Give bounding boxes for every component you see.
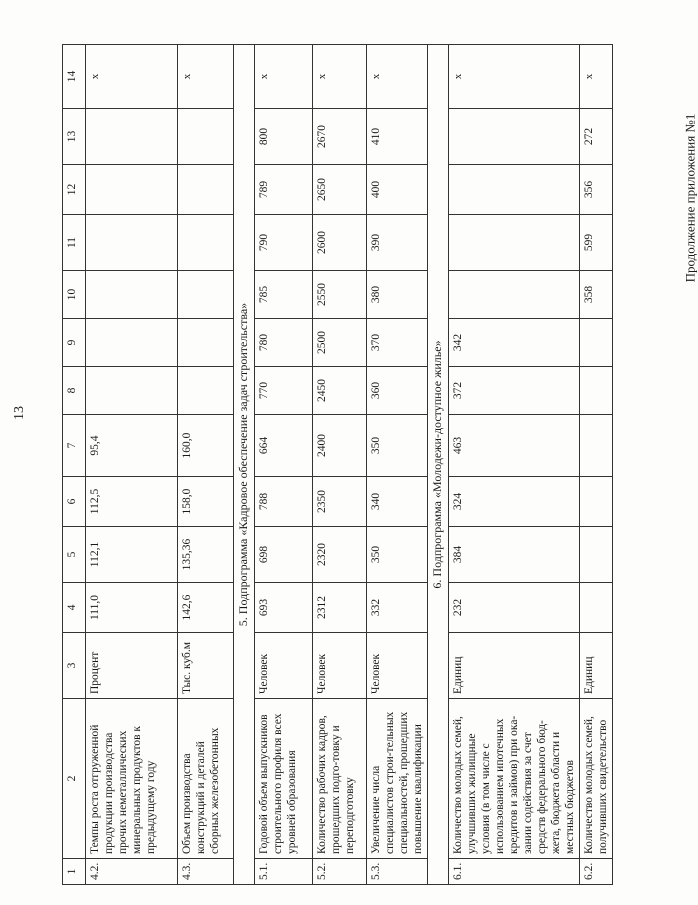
col-header: 12	[63, 165, 86, 215]
table-row	[449, 45, 580, 885]
cell: 142,6	[178, 583, 234, 633]
col-header: 5	[63, 527, 86, 583]
cell: х	[580, 45, 613, 109]
cell: 2550	[313, 271, 367, 319]
row-name: Объем производства конструкций и деталей сборных железобетонных	[178, 699, 234, 859]
section-row	[428, 45, 449, 885]
row-id: 4.2.	[86, 859, 178, 885]
col-header: 8	[63, 367, 86, 415]
table-row	[313, 45, 367, 885]
col-header: 3	[63, 633, 86, 699]
table-row	[580, 45, 613, 885]
col-header: 6	[63, 477, 86, 527]
cell: 788	[255, 477, 313, 527]
cell: 342	[449, 319, 580, 367]
table-row	[86, 45, 178, 885]
cell: 800	[255, 109, 313, 165]
indicators-table	[62, 44, 613, 885]
cell: 158,0	[178, 477, 234, 527]
row-unit: Единиц	[580, 633, 613, 699]
cell: 135,36	[178, 527, 234, 583]
row-unit: Процент	[86, 633, 178, 699]
cell	[449, 271, 580, 319]
table-row	[367, 45, 428, 885]
col-header: 1	[63, 859, 86, 885]
cell: 340	[367, 477, 428, 527]
cell: 384	[449, 527, 580, 583]
cell: 2600	[313, 215, 367, 271]
row-unit: Человек	[313, 633, 367, 699]
cell	[580, 367, 613, 415]
section-title: 6. Подпрограмма «Молодежи-доступное жилье»	[428, 45, 449, 885]
row-name: Увеличение числа специалистов строи-тельных специальностей, прошедших повышение квалификации	[367, 699, 428, 859]
col-header: 13	[63, 109, 86, 165]
cell: 370	[367, 319, 428, 367]
cell: 400	[367, 165, 428, 215]
col-header: 2	[63, 699, 86, 859]
cell: х	[367, 45, 428, 109]
cell: 350	[367, 415, 428, 477]
row-id: 5.1.	[255, 859, 313, 885]
cell: х	[449, 45, 580, 109]
cell	[449, 165, 580, 215]
table-row	[255, 45, 313, 885]
cell: 2650	[313, 165, 367, 215]
cell: 780	[255, 319, 313, 367]
cell: 390	[367, 215, 428, 271]
cell: 360	[367, 367, 428, 415]
row-name: Темпы роста отгруженной продукции производства прочих неметаллических минеральных продуктов к предыдущему году	[86, 699, 178, 859]
cell: х	[178, 45, 234, 109]
appendix-continuation-label: Продолжение приложения №1	[682, 113, 698, 283]
row-unit: Человек	[255, 633, 313, 699]
cell	[449, 215, 580, 271]
cell: 410	[367, 109, 428, 165]
cell: 790	[255, 215, 313, 271]
cell	[86, 319, 178, 367]
row-name: Количество рабочих кадров, прошедших подго-товку и переподготовку	[313, 699, 367, 859]
table-row	[178, 45, 234, 885]
cell	[178, 319, 234, 367]
cell: 2450	[313, 367, 367, 415]
cell: 332	[367, 583, 428, 633]
cell: 698	[255, 527, 313, 583]
cell	[580, 583, 613, 633]
section-title: 5. Подпрограмма «Кадровое обеспечение задач строительства»	[234, 45, 255, 885]
col-header: 9	[63, 319, 86, 367]
cell	[580, 527, 613, 583]
row-unit: Единиц	[449, 633, 580, 699]
row-name: Годовой объем выпускников строительного профиля всех уровней образования	[255, 699, 313, 859]
cell	[580, 319, 613, 367]
cell: 112,1	[86, 527, 178, 583]
cell: х	[255, 45, 313, 109]
cell: 111,0	[86, 583, 178, 633]
cell: 785	[255, 271, 313, 319]
cell	[178, 109, 234, 165]
section-row	[234, 45, 255, 885]
cell: 2400	[313, 415, 367, 477]
cell: х	[86, 45, 178, 109]
cell	[86, 109, 178, 165]
row-id: 6.2.	[580, 859, 613, 885]
cell	[86, 165, 178, 215]
cell: 160,0	[178, 415, 234, 477]
row-id: 4.3.	[178, 859, 234, 885]
col-header: 10	[63, 271, 86, 319]
cell: 272	[580, 109, 613, 165]
cell: 599	[580, 215, 613, 271]
cell: 2312	[313, 583, 367, 633]
cell	[86, 271, 178, 319]
cell	[86, 367, 178, 415]
row-name: Количество молодых семей, улучшивших жилищные условия (в том числе с использованием ипотечных кредитов и займов) при ока-зании содействия за счет средств федерального бюд-жета, бюджета области и местных бюджетов	[449, 699, 580, 859]
cell	[86, 215, 178, 271]
cell	[178, 165, 234, 215]
cell: 112,5	[86, 477, 178, 527]
cell	[449, 109, 580, 165]
cell: 2500	[313, 319, 367, 367]
cell: 95,4	[86, 415, 178, 477]
cell: 2670	[313, 109, 367, 165]
page-number: 13	[12, 406, 27, 420]
row-id: 5.3.	[367, 859, 428, 885]
cell: 2320	[313, 527, 367, 583]
col-header: 11	[63, 215, 86, 271]
col-header: 7	[63, 415, 86, 477]
rotated-table-container	[62, 45, 607, 885]
cell: 380	[367, 271, 428, 319]
cell: 324	[449, 477, 580, 527]
row-id: 6.1.	[449, 859, 580, 885]
cell: 789	[255, 165, 313, 215]
row-id: 5.2.	[313, 859, 367, 885]
cell	[580, 477, 613, 527]
cell	[178, 271, 234, 319]
col-header: 14	[63, 45, 86, 109]
cell	[178, 215, 234, 271]
cell: 358	[580, 271, 613, 319]
cell: 463	[449, 415, 580, 477]
cell: 2350	[313, 477, 367, 527]
cell: 693	[255, 583, 313, 633]
cell: 356	[580, 165, 613, 215]
cell: х	[313, 45, 367, 109]
cell	[580, 415, 613, 477]
row-unit: Человек	[367, 633, 428, 699]
row-unit: Тыс. куб.м	[178, 633, 234, 699]
cell: 372	[449, 367, 580, 415]
cell: 664	[255, 415, 313, 477]
cell: 770	[255, 367, 313, 415]
cell: 232	[449, 583, 580, 633]
cell	[178, 367, 234, 415]
col-header: 4	[63, 583, 86, 633]
header-row	[63, 45, 86, 885]
cell: 350	[367, 527, 428, 583]
row-name: Количество молодых семей, получивших свидетельство	[580, 699, 613, 859]
